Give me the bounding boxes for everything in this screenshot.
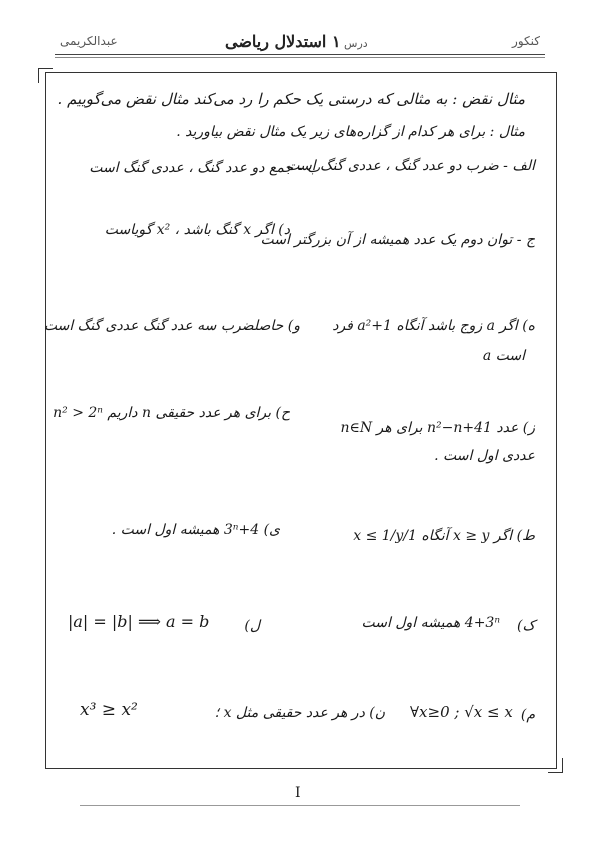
instruction-text: مثال : برای هر کدام از گزاره‌های زیر یک مثال نقض بیاورید . [176, 124, 525, 140]
item-ta: ط) اگر x ≥ y آنگاه 1/x ≤ 1/y [353, 528, 535, 544]
item-lam-label: ل) [244, 618, 260, 634]
item-ze-line1: ز) عدد n²−n+41 برای هر n∈N [340, 420, 535, 436]
item-he2: ح) برای هر عدد حقیقی n داریم n² > 2ⁿ [53, 405, 290, 421]
item-he-line2: است a [482, 348, 525, 364]
item-kaf-label: ک) [517, 618, 535, 634]
lesson-prefix: درس [344, 37, 368, 50]
item-alef: الف - ضرب دو عدد گنگ ، عددی گنگ است [286, 158, 535, 174]
item-mim-text: ∀x≥0 ; √x ≤ x [410, 703, 513, 721]
item-dal: د) اگر x گنگ باشد ، x² گویاست [104, 222, 290, 238]
definition-text: مثال نقض : به مثالی که درستی یک حکم را رد می‌کند مثال نقض می‌گوییم . [57, 90, 525, 108]
item-be: ب - جمع دو عدد گنگ ، عددی گنگ است [89, 160, 320, 176]
frame-corner-mark [548, 758, 563, 773]
item-ye: ی) 4+3ⁿ همیشه اول است . [111, 522, 280, 538]
item-ze-line2: عددی اول است . [434, 448, 535, 464]
page-header [60, 28, 540, 56]
item-nun-text: ن) در هر عدد حقیقی مثل x ؛ [214, 705, 385, 721]
item-lam-text: |a| = |b| ⟹ a = b [68, 612, 210, 631]
lesson-heading [225, 32, 368, 51]
frame-corner-mark [38, 68, 53, 83]
item-vav: و) حاصلضرب سه عدد گنگ عددی گنگ است [43, 318, 300, 334]
item-kaf-text: 4+3ⁿ همیشه اول است [361, 615, 500, 631]
page-number: I [295, 785, 301, 801]
item-mim-label: م) [520, 707, 535, 723]
header-divider [55, 54, 545, 55]
lesson-title: ۱ استدلال ریاضی [225, 32, 341, 51]
header-divider-secondary [55, 57, 545, 58]
item-he-line1: ه) اگر a زوج باشد آنگاه a²+1 فرد [332, 318, 535, 334]
footer-divider [80, 805, 520, 806]
item-nun-math: x³ ≥ x² [80, 700, 138, 720]
brand-label: کنکور [512, 34, 540, 48]
item-jim: ج - توان دوم یک عدد همیشه از آن بزرگتر است [260, 232, 535, 248]
author-name: عبدالکریمی [60, 34, 118, 48]
